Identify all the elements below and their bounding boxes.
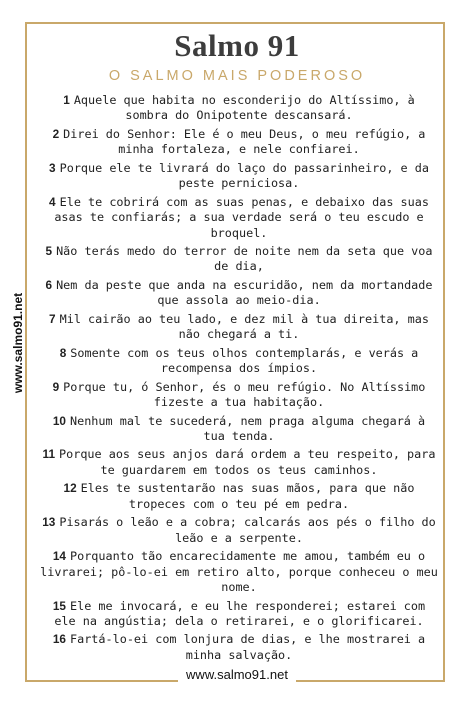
verse-number: 3 xyxy=(49,160,56,175)
verse-text: Porque aos seus anjos dará ordem a teu respeito, para te guardarem em todos os teus caminhos. xyxy=(59,447,436,477)
verse-number: 7 xyxy=(49,311,56,326)
verse-number: 11 xyxy=(42,447,56,462)
footer-url[interactable] xyxy=(0,667,474,682)
page-title: Salmo 91 xyxy=(174,28,300,63)
page-subtitle: O SALMO MAIS PODEROSO xyxy=(108,68,366,84)
verse xyxy=(40,93,438,124)
side-url-text: www.salmo91.net xyxy=(11,292,25,394)
verse-text: Ele te cobrirá com as suas penas, e debaixo das suas asas te confiarás; a sua verdade será o teu escudo e broquel. xyxy=(54,194,429,240)
verse-text: Porque tu, ó Senhor, és o meu refúgio. No Altíssimo fizeste a tua habitação. xyxy=(63,379,426,410)
footer-url-text[interactable]: www.salmo91.net xyxy=(178,667,296,682)
verse-number: 14 xyxy=(52,549,66,564)
verse xyxy=(40,278,438,309)
verse xyxy=(40,414,438,445)
verse-number: 15 xyxy=(52,598,66,613)
verse-number: 2 xyxy=(52,126,60,141)
verse xyxy=(40,195,438,241)
verse xyxy=(40,346,438,377)
verse-number: 10 xyxy=(52,413,66,428)
verse-text: Nem da peste que anda na escuridão, nem da mortandade que assola ao meio-dia. xyxy=(56,277,433,308)
verse-list xyxy=(40,93,438,666)
verse-number: 13 xyxy=(42,515,56,530)
verse-number: 8 xyxy=(59,345,67,360)
verse xyxy=(40,549,438,595)
verse-number: 16 xyxy=(52,632,66,647)
verse-number: 4 xyxy=(49,194,56,209)
side-url-watermark xyxy=(4,268,32,418)
verse-text: Somente com os teus olhos contemplarás, e verás a recompensa dos ímpios. xyxy=(70,345,419,376)
verse-number: 1 xyxy=(63,93,70,107)
verse xyxy=(40,515,438,546)
verse xyxy=(40,481,438,512)
verse xyxy=(40,244,438,275)
verse xyxy=(40,632,438,663)
verse-text: Mil cairão ao teu lado, e dez mil à tua direita, mas não chegará a ti. xyxy=(59,311,429,342)
verse-text: Porquanto tão encarecidamente me amou, também eu o livrarei; pô-lo-ei em retiro alto, porque conheceu o meu nome. xyxy=(40,549,438,594)
verse xyxy=(40,161,438,192)
verse-text: Não terás medo do terror de noite nem da seta que voa de dia, xyxy=(56,244,433,274)
verse xyxy=(40,127,438,158)
verse xyxy=(40,447,438,478)
verse-text: Ele me invocará, e eu lhe responderei; estarei com ele na angústia; dela o retirarei, e o glorificarei. xyxy=(54,598,426,628)
verse-number: 6 xyxy=(45,277,53,292)
verse-text: Pisarás o leão e a cobra; calcarás aos pés o filho do leão e a serpente. xyxy=(59,515,436,545)
verse-text: Nenhum mal te sucederá, nem praga alguma chegará à tua tenda. xyxy=(70,413,426,443)
verse xyxy=(40,599,438,630)
verse-number: 5 xyxy=(45,244,53,259)
verse xyxy=(40,380,438,411)
verse-text: Aquele que habita no esconderijo do Altíssimo, à sombra do Onipotente descansará. xyxy=(73,93,415,123)
verse-number: 12 xyxy=(63,481,77,496)
verse xyxy=(40,312,438,343)
verse-text: Direi do Senhor: Ele é o meu Deus, o meu refúgio, a minha fortaleza, e nele confiarei. xyxy=(63,126,426,157)
verse-text: Fartá-lo-ei com lonjura de dias, e lhe mostrarei a minha salvação. xyxy=(70,632,426,662)
verse-text: Eles te sustentarão nas suas mãos, para que não tropeces com o teu pé em pedra. xyxy=(80,481,415,511)
verse-text: Porque ele te livrará do laço do passarinheiro, e da peste perniciosa. xyxy=(59,160,429,191)
verse-number: 9 xyxy=(52,379,60,394)
